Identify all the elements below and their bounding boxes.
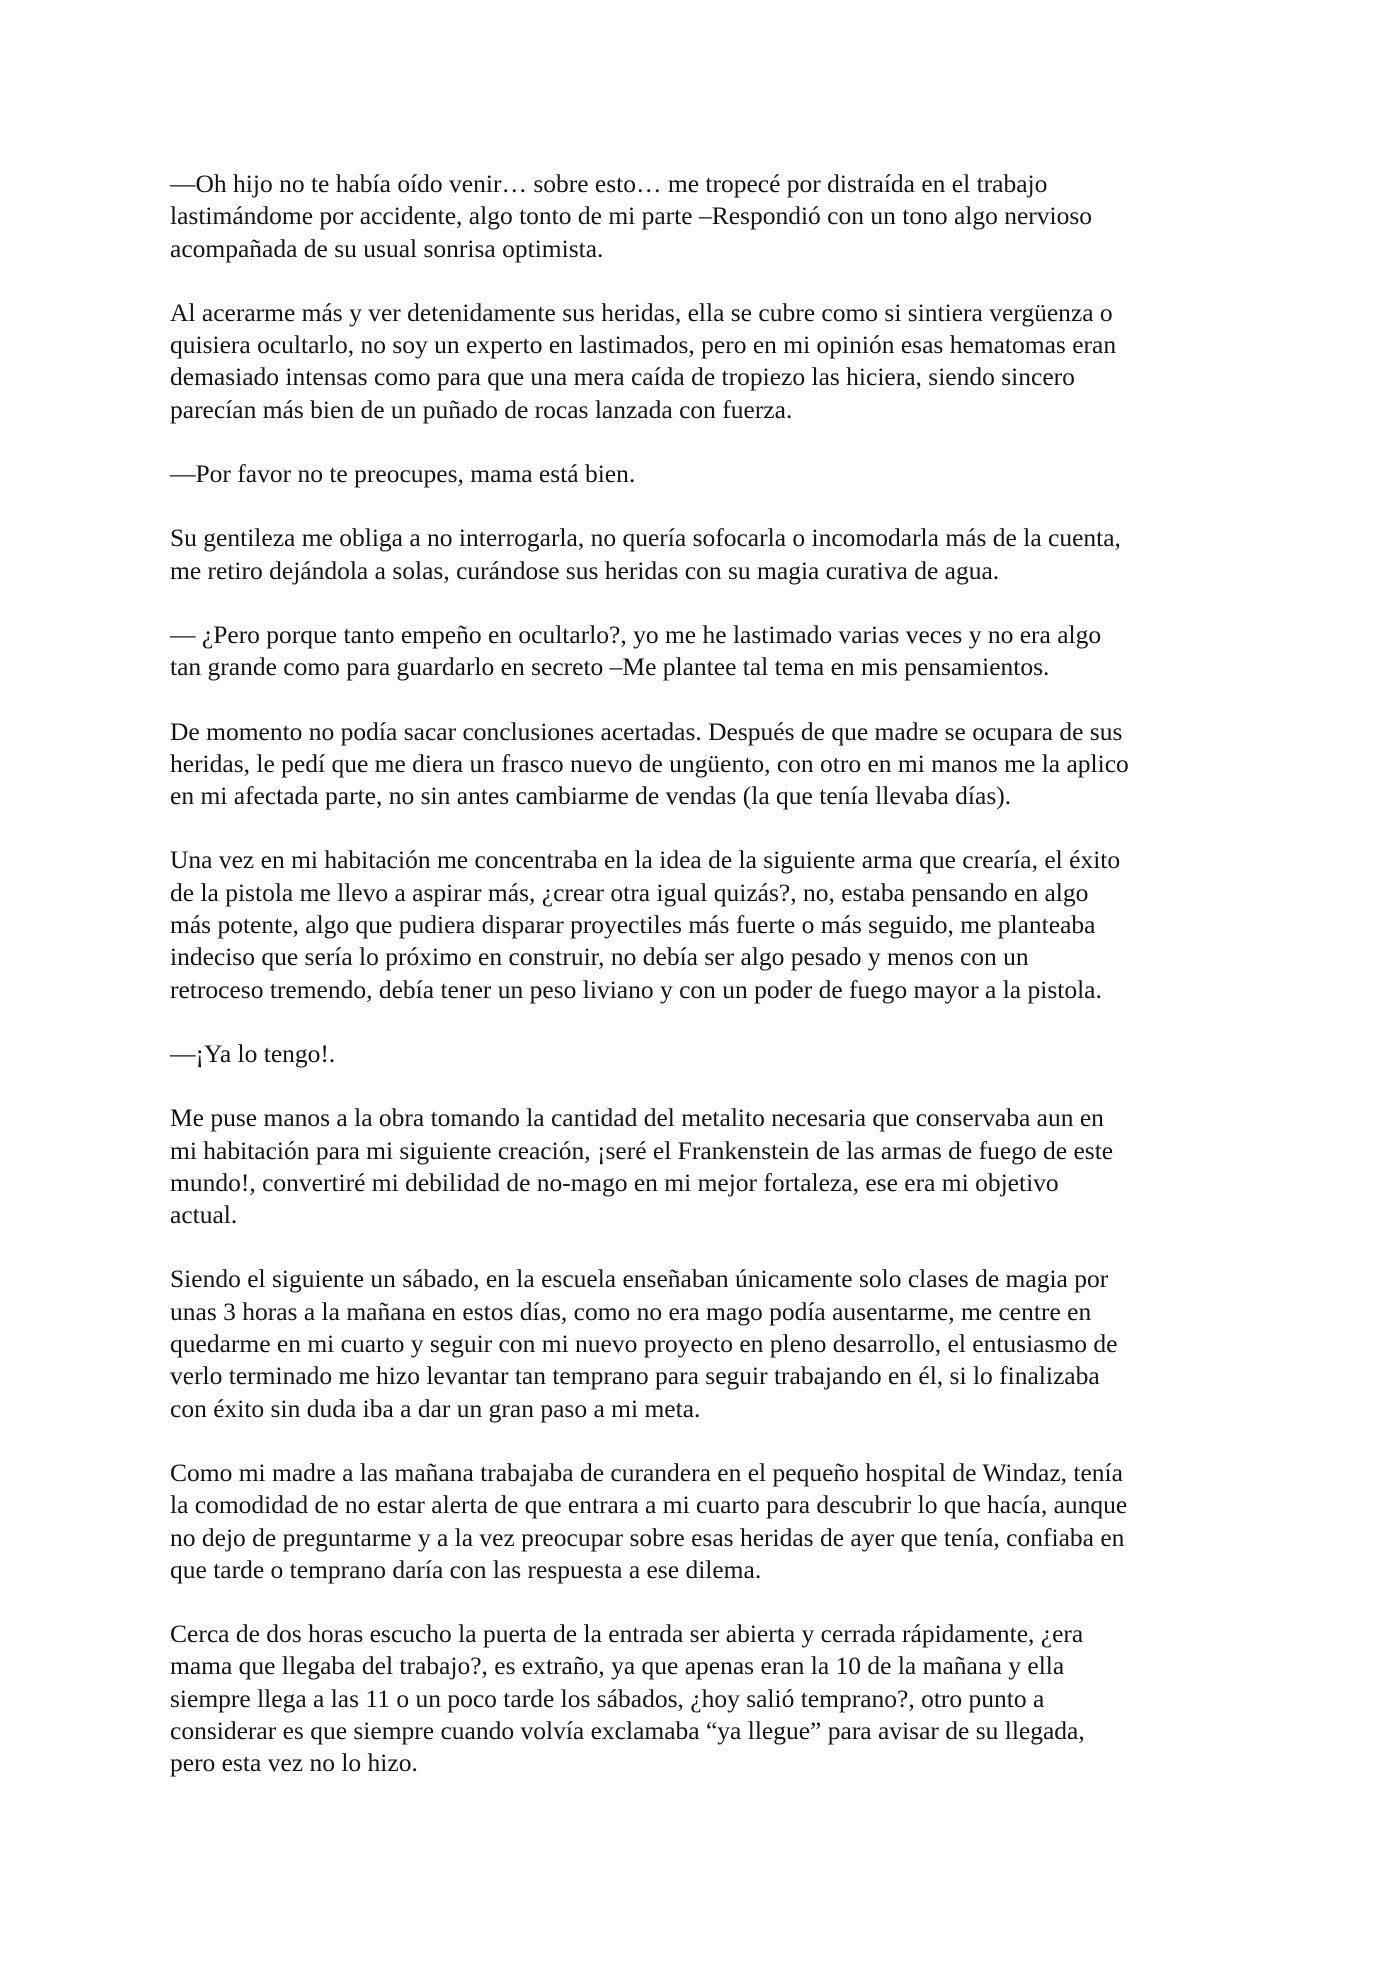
text-line: mama que llegaba del trabajo?, es extraño, ya que apenas eran la 10 de la mañana y ella (170, 1651, 1065, 1681)
paragraph-1 (170, 168, 1242, 265)
paragraph-3 (170, 458, 1242, 490)
text-line: siempre llega a las 11 o un poco tarde los sábados, ¿hoy salió temprano?, otro punto a (170, 1683, 1045, 1713)
text-line: lastimándome por accidente, algo tonto de mi parte –Respondió con un tono algo nervioso (170, 201, 1093, 231)
text-line: retroceso tremendo, debía tener un peso liviano y con un poder de fuego mayor a la pistola. (170, 974, 1102, 1004)
text-line: que tarde o temprano daría con las respuesta a ese dilema. (170, 1554, 762, 1584)
text-line: Siendo el siguiente un sábado, en la escuela enseñaban únicamente solo clases de magia por (170, 1264, 1109, 1294)
text-line: me retiro dejándola a solas, curándose sus heridas con su magia curativa de agua. (170, 555, 1000, 585)
text-line: Una vez en mi habitación me concentraba en la idea de la siguiente arma que crearía, el éxito (170, 845, 1121, 875)
text-line: —¡Ya lo tengo!. (170, 1038, 336, 1068)
text-line: considerar es que siempre cuando volvía exclamaba “ya llegue” para avisar de su llegada, (170, 1715, 1085, 1745)
text-line: De momento no podía sacar conclusiones acertadas. Después de que madre se ocupara de sus (170, 716, 1123, 746)
text-line: demasiado intensas como para que una mera caída de tropiezo las hiciera, siendo sincero (170, 362, 1075, 392)
paragraph-2 (170, 297, 1242, 426)
paragraph-6 (170, 716, 1242, 813)
text-line: unas 3 horas a la mañana en estos días, como no era mago podía ausentarme, me centre en (170, 1296, 1092, 1326)
text-line: Su gentileza me obliga a no interrogarla, no quería sofocarla o incomodarla más de la cuenta, (170, 523, 1121, 553)
text-line: Me puse manos a la obra tomando la cantidad del metalito necesaria que conservaba aun en (170, 1103, 1104, 1133)
text-line: actual. (170, 1200, 238, 1230)
text-line: la comodidad de no estar alerta de que entrara a mi cuarto para descubrir lo que hacía, aunque (170, 1490, 1128, 1520)
text-line: — ¿Pero porque tanto empeño en ocultarlo?, yo me he lastimado varias veces y no era algo (170, 619, 1102, 649)
text-line: parecían más bien de un puñado de rocas lanzada con fuerza. (170, 394, 793, 424)
text-line: con éxito sin duda iba a dar un gran paso a mi meta. (170, 1393, 701, 1423)
text-line: Como mi madre a las mañana trabajaba de curandera en el pequeño hospital de Windaz, tenía (170, 1457, 1123, 1487)
paragraph-4 (170, 522, 1242, 587)
text-line: tan grande como para guardarlo en secreto –Me plantee tal tema en mis pensamientos. (170, 652, 1050, 682)
text-line: Al acerarme más y ver detenidamente sus heridas, ella se cubre como si sintiera vergüenza o (170, 297, 1113, 327)
text-line: verlo terminado me hizo levantar tan temprano para seguir trabajando en él, si lo finalizaba (170, 1361, 1100, 1391)
text-line: —Por favor no te preocupes, mama está bien. (170, 459, 636, 489)
paragraph-8 (170, 1038, 1242, 1070)
text-line: de la pistola me llevo a aspirar más, ¿crear otra igual quizás?, no, estaba pensando en algo (170, 877, 1089, 907)
text-line: heridas, le pedí que me diera un frasco nuevo de ungüento, con otro en mi manos me la aplico (170, 748, 1129, 778)
text-line: quisiera ocultarlo, no soy un experto en lastimados, pero en mi opinión esas hematomas eran (170, 330, 1117, 360)
text-line: más potente, algo que pudiera disparar proyectiles más fuerte o más seguido, me planteaba (170, 910, 1096, 940)
document-body (170, 168, 1242, 1812)
text-line: mundo!, convertiré mi debilidad de no-mago en mi mejor fortaleza, ese era mi objetivo (170, 1167, 1059, 1197)
text-line: —Oh hijo no te había oído venir… sobre esto… me tropecé por distraída en el trabajo (170, 169, 1048, 198)
paragraph-7 (170, 844, 1242, 1005)
text-line: en mi afectada parte, no sin antes cambiarme de vendas (la que tenía llevaba días). (170, 781, 1012, 811)
paragraph-10 (170, 1263, 1242, 1424)
paragraph-5 (170, 619, 1242, 684)
text-line: mi habitación para mi siguiente creación, ¡seré el Frankenstein de las armas de fuego de este (170, 1135, 1114, 1165)
text-line: acompañada de su usual sonrisa optimista. (170, 233, 604, 263)
paragraph-9 (170, 1102, 1242, 1231)
text-line: pero esta vez no lo hizo. (170, 1748, 418, 1778)
text-line: no dejo de preguntarme y a la vez preocupar sobre esas heridas de ayer que tenía, confiaba en (170, 1522, 1125, 1552)
text-line: indeciso que sería lo próximo en construir, no debía ser algo pesado y menos con un (170, 942, 1029, 972)
text-line: Cerca de dos horas escucho la puerta de la entrada ser abierta y cerrada rápidamente, ¿era (170, 1619, 1084, 1649)
text-line: quedarme en mi cuarto y seguir con mi nuevo proyecto en pleno desarrollo, el entusiasmo de (170, 1329, 1118, 1359)
paragraph-12 (170, 1618, 1242, 1779)
paragraph-11 (170, 1457, 1242, 1586)
